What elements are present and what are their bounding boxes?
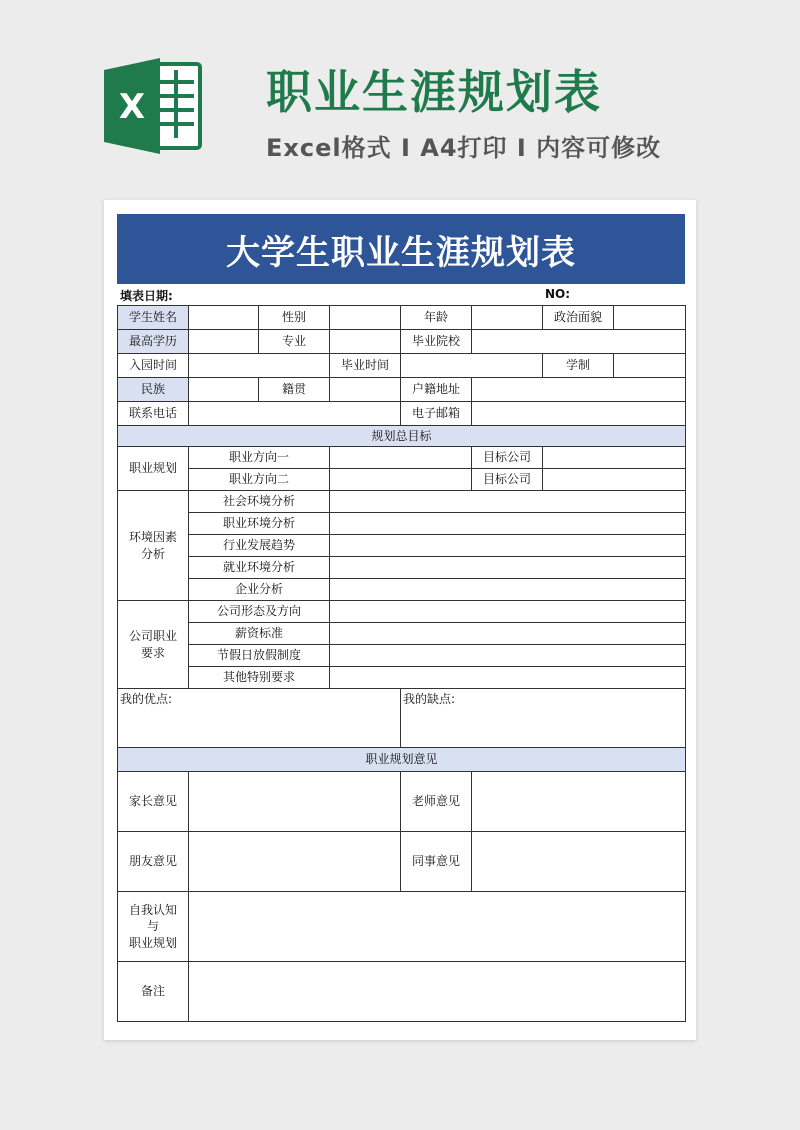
env-item-input[interactable] bbox=[330, 557, 686, 579]
length-label: 学制 bbox=[543, 354, 614, 378]
company-item-input[interactable] bbox=[330, 667, 686, 689]
company-item: 其他特别要求 bbox=[189, 667, 330, 689]
native-input[interactable] bbox=[330, 378, 401, 402]
target-company-one-label: 目标公司 bbox=[472, 447, 543, 469]
political-input[interactable] bbox=[614, 306, 686, 330]
school-label: 毕业院校 bbox=[401, 330, 472, 354]
political-label: 政治面貌 bbox=[543, 306, 614, 330]
teacher-opinion-input[interactable] bbox=[472, 772, 686, 832]
page-subtitle: Excel格式 I A4打印 I 内容可修改 bbox=[266, 134, 662, 162]
fill-date-label: 填表日期: bbox=[120, 289, 173, 303]
direction-two-label: 职业方向二 bbox=[189, 469, 330, 491]
ethnicity-input[interactable] bbox=[189, 378, 259, 402]
ethnicity-label: 民族 bbox=[118, 378, 189, 402]
env-item-input[interactable] bbox=[330, 535, 686, 557]
env-item: 行业发展趋势 bbox=[189, 535, 330, 557]
number-label: NO: bbox=[545, 287, 571, 301]
direction-one-label: 职业方向一 bbox=[189, 447, 330, 469]
gender-label: 性别 bbox=[259, 306, 330, 330]
graduate-input[interactable] bbox=[401, 354, 543, 378]
env-item-input[interactable] bbox=[330, 579, 686, 601]
teacher-opinion-label: 老师意见 bbox=[401, 772, 472, 832]
env-item: 就业环境分析 bbox=[189, 557, 330, 579]
parent-opinion-label: 家长意见 bbox=[118, 772, 189, 832]
company-item: 薪资标准 bbox=[189, 623, 330, 645]
self-awareness-label bbox=[118, 892, 189, 962]
friend-opinion-label: 朋友意见 bbox=[118, 832, 189, 892]
email-label: 电子邮箱 bbox=[401, 402, 472, 426]
remarks-label: 备注 bbox=[118, 962, 189, 1022]
education-input[interactable] bbox=[189, 330, 259, 354]
company-item-input[interactable] bbox=[330, 645, 686, 667]
company-item-input[interactable] bbox=[330, 601, 686, 623]
company-item-input[interactable] bbox=[330, 623, 686, 645]
parent-opinion-input[interactable] bbox=[189, 772, 401, 832]
excel-logo-icon bbox=[104, 58, 202, 154]
goal-section-header: 规划总目标 bbox=[118, 426, 686, 447]
native-label: 籍贯 bbox=[259, 378, 330, 402]
education-label: 最高学历 bbox=[118, 330, 189, 354]
age-input[interactable] bbox=[472, 306, 543, 330]
direction-one-input[interactable] bbox=[330, 447, 472, 469]
name-input[interactable] bbox=[189, 306, 259, 330]
friend-opinion-input[interactable] bbox=[189, 832, 401, 892]
self-awareness-line: 自我认知 bbox=[128, 903, 177, 918]
remarks-input[interactable] bbox=[189, 962, 686, 1022]
page-title: 职业生涯规划表 bbox=[266, 65, 602, 119]
colleague-opinion-label: 同事意见 bbox=[401, 832, 472, 892]
env-item-input[interactable] bbox=[330, 513, 686, 535]
strengths-field[interactable]: 我的优点: bbox=[118, 689, 401, 748]
self-awareness-line: 与 bbox=[146, 919, 159, 934]
direction-two-input[interactable] bbox=[330, 469, 472, 491]
career-plan-table bbox=[117, 305, 686, 1022]
env-item-input[interactable] bbox=[330, 491, 686, 513]
target-company-one-input[interactable] bbox=[543, 447, 686, 469]
env-item: 职业环境分析 bbox=[189, 513, 330, 535]
major-input[interactable] bbox=[330, 330, 401, 354]
colleague-opinion-input[interactable] bbox=[472, 832, 686, 892]
target-company-two-label: 目标公司 bbox=[472, 469, 543, 491]
graduate-label: 毕业时间 bbox=[330, 354, 401, 378]
company-req-label: 公司职业要求 bbox=[118, 601, 189, 689]
household-label: 户籍地址 bbox=[401, 378, 472, 402]
env-item: 社会环境分析 bbox=[189, 491, 330, 513]
household-input[interactable] bbox=[472, 378, 686, 402]
phone-input[interactable] bbox=[189, 402, 401, 426]
form-title: 大学生职业生涯规划表 bbox=[117, 214, 685, 284]
major-label: 专业 bbox=[259, 330, 330, 354]
svg-text:X: X bbox=[118, 87, 146, 127]
opinion-section-header: 职业规划意见 bbox=[118, 748, 686, 772]
env-analysis-label: 环境因素分析 bbox=[118, 491, 189, 601]
enroll-label: 入园时间 bbox=[118, 354, 189, 378]
phone-label: 联系电话 bbox=[118, 402, 189, 426]
company-item: 节假日放假制度 bbox=[189, 645, 330, 667]
gender-input[interactable] bbox=[330, 306, 401, 330]
self-awareness-input[interactable] bbox=[189, 892, 686, 962]
school-input[interactable] bbox=[472, 330, 686, 354]
weaknesses-field[interactable]: 我的缺点: bbox=[401, 689, 686, 748]
age-label: 年龄 bbox=[401, 306, 472, 330]
company-item: 公司形态及方向 bbox=[189, 601, 330, 623]
target-company-two-input[interactable] bbox=[543, 469, 686, 491]
enroll-input[interactable] bbox=[189, 354, 330, 378]
self-awareness-line: 职业规划 bbox=[128, 935, 177, 950]
length-input[interactable] bbox=[614, 354, 686, 378]
email-input[interactable] bbox=[472, 402, 686, 426]
name-label: 学生姓名 bbox=[118, 306, 189, 330]
career-plan-label: 职业规划 bbox=[118, 447, 189, 491]
env-item: 企业分析 bbox=[189, 579, 330, 601]
